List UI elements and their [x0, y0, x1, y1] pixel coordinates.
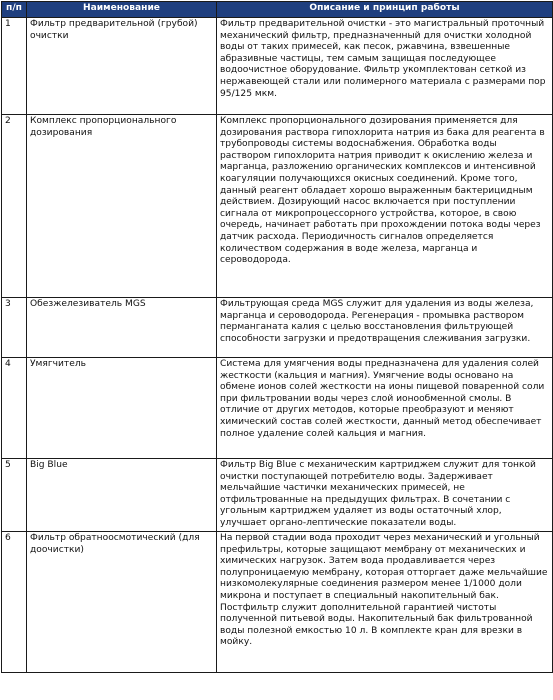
- row-name: Фильтр предварительной (грубой) очистки: [27, 18, 217, 115]
- row-description: Фильтрующая среда MGS служит для удаления из воды железа, марганца и сероводорода. Регенерация - промывка раствором перманганата калия с целью восстановления фильтрующей способности загрузки и предотвращения слеживания загрузки.: [217, 298, 553, 358]
- row-description: Комплекс пропорционального дозирования применяется для дозирования раствора гипохлорита натрия из бака для реагента в трубопроводы системы водоснабжения. Обработка воды раствором гипохлорита натрия приводит к окислению железа и марганца, разложению органических комплексов и интенсивной коагуляции получающихся окисных соединений. Кроме того, данный реагент обладает хорошо выраженным бактерицидным действием. Дозирующий насос включается при поступлении сигнала от микропроцессорного устройства, которое, в свою очередь, начинает работать при прохождении потока воды через датчик расхода. Периодичность сигналов определяется количеством содержания в воде железа, марганца и сероводорода.: [217, 115, 553, 298]
- equipment-table: [1, 1, 553, 673]
- table-row: [2, 358, 553, 459]
- table-row: [2, 115, 553, 298]
- table-row: [2, 532, 553, 673]
- header-name: Наименование: [27, 2, 217, 18]
- table-row: [2, 459, 553, 532]
- row-number: 1: [2, 18, 27, 115]
- row-number: 6: [2, 532, 27, 673]
- row-description: Система для умягчения воды предназначена для удаления солей жесткости (кальция и магния). Умягчение воды основано на обмене ионов солей жесткости на ионы пищевой поваренной соли при фильтровании воды через слой ионообменной смолы. В отличие от других методов, которые преобразуют и меняют химический состав солей жесткости, данный метод обеспечивает полное удаление солей кальция и магния.: [217, 358, 553, 459]
- row-number: 4: [2, 358, 27, 459]
- row-name: Умягчитель: [27, 358, 217, 459]
- header-number: п/п: [2, 2, 27, 18]
- row-name: Обезжелезиватель MGS: [27, 298, 217, 358]
- row-number: 2: [2, 115, 27, 298]
- row-number: 5: [2, 459, 27, 532]
- row-name: Фильтр обратноосмотический (для доочистки): [27, 532, 217, 673]
- row-description: На первой стадии вода проходит через механический и угольный префильтры, которые защищают мембрану от механических и химических нагрузок. Затем вода продавливается через полупроницаемую мембрану, которая отторгает даже мельчайшие низкомолекулярные соединения размером менее 1/1000 доли микрона и поступает в специальный накопительный бак. Постфильтр служит дополнительной гарантией чистоты полученной питьевой воды. Накопительный бак фильтрованной воды полезной емкостью 10 л. В комплекте кран для врезки в мойку.: [217, 532, 553, 673]
- row-description: Фильтр Big Blue с механическим картриджем служит для тонкой очистки поступающей потребителю воды. Задерживает мельчайшие частички механических примесей, не отфильтрованные на предыдущих фильтрах. В сочетании с угольным картриджем удаляет из воды остаточный хлор, улучшает органо-лептические показатели воды.: [217, 459, 553, 532]
- table-row: [2, 18, 553, 115]
- header-row: [2, 2, 553, 18]
- row-number: 3: [2, 298, 27, 358]
- table-row: [2, 298, 553, 358]
- row-name: Big Blue: [27, 459, 217, 532]
- row-name: Комплекс пропорционального дозирования: [27, 115, 217, 298]
- row-description: Фильтр предварительной очистки - это магистральный проточный механический фильтр, предназначенный для очистки холодной воды от таких примесей, как песок, ржавчина, взвешенные абразивные частицы, тем самым защищая последующее водоочистное оборудование. Фильтр укомплектован сеткой из нержавеющей стали или полимерного материала с размерами пор 95/125 мкм.: [217, 18, 553, 115]
- header-description: Описание и принцип работы: [217, 2, 553, 18]
